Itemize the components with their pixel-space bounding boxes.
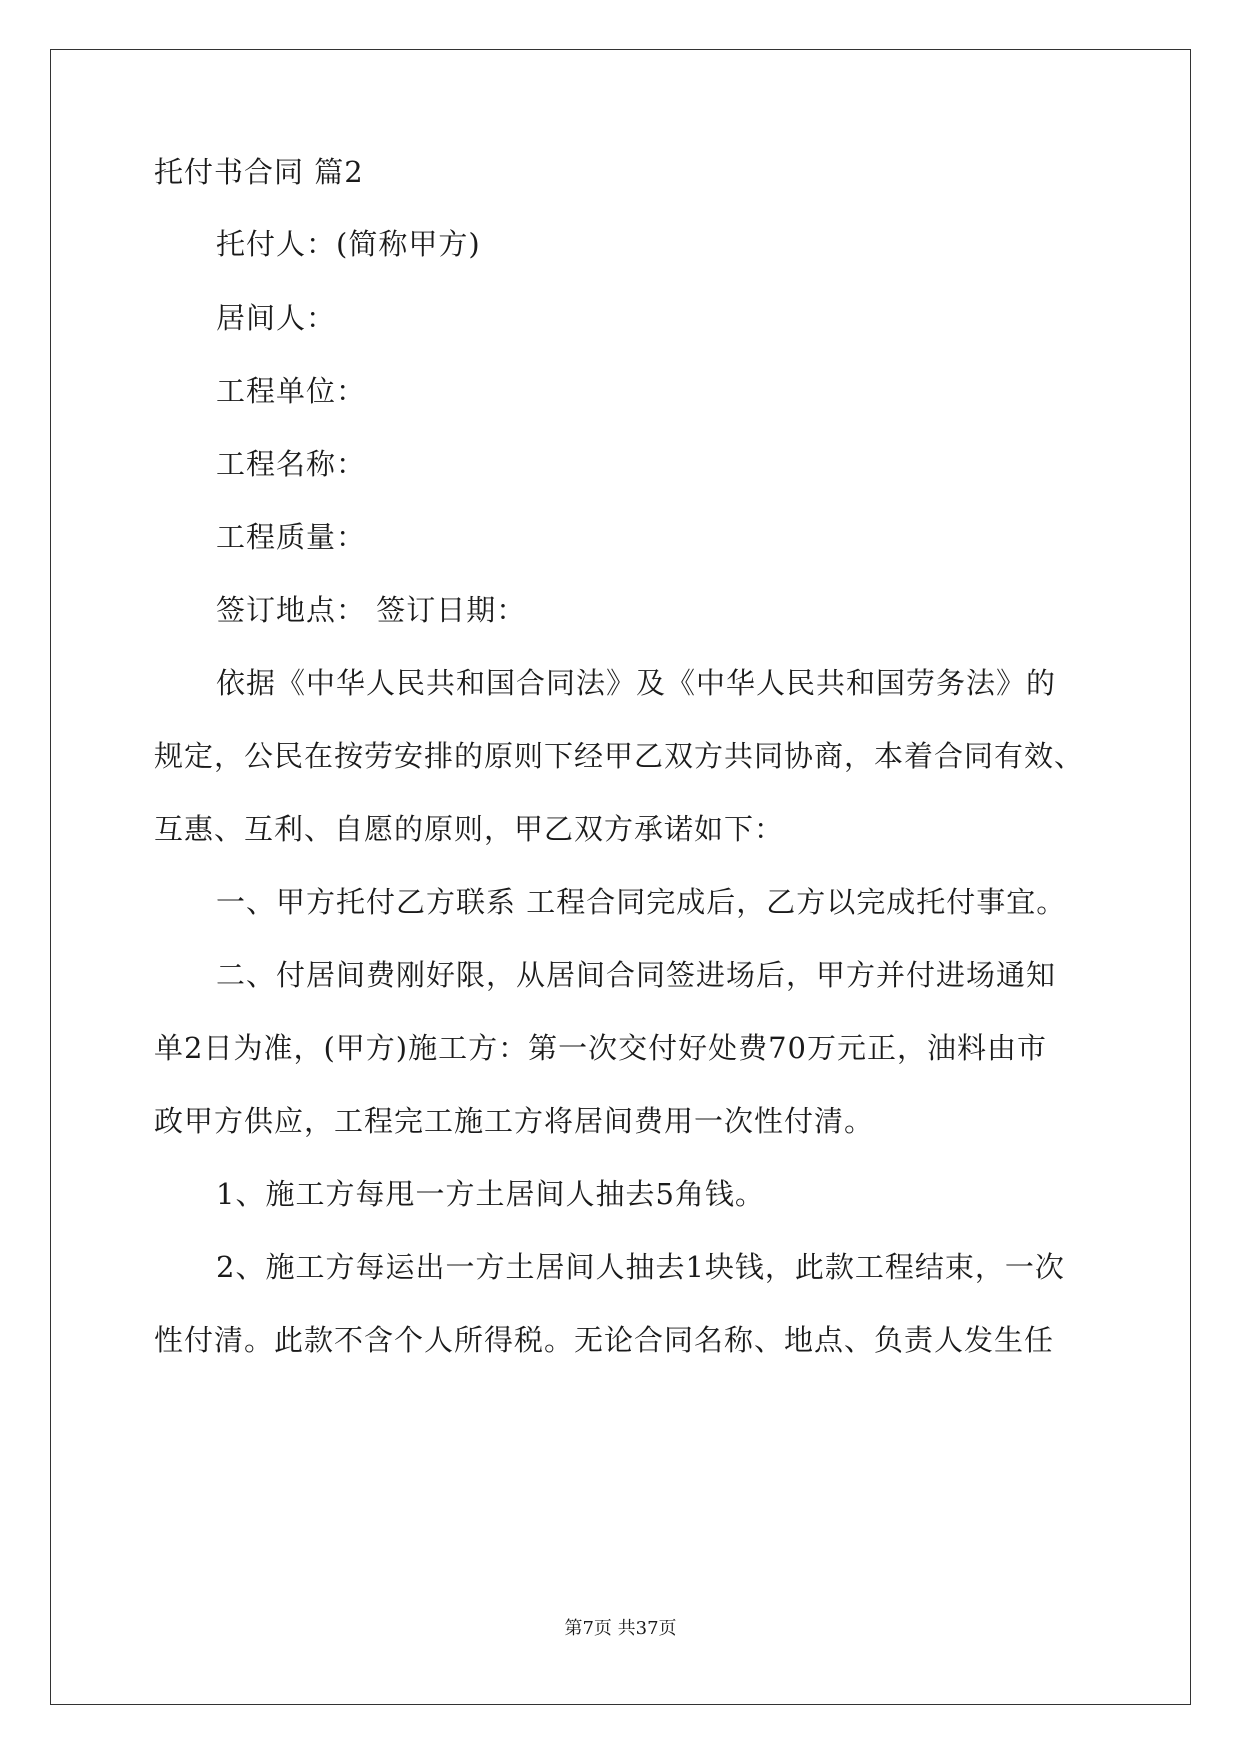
field-intermediary: 居间人： (216, 301, 337, 335)
paragraph-line: 互惠、互利、自愿的原则，甲乙双方承诺如下： (154, 812, 785, 846)
field-project-name: 工程名称： (216, 447, 367, 481)
paragraph-line: 政甲方供应，工程完工施工方将居间费用一次性付清。 (154, 1104, 875, 1138)
document-title: 托付书合同 篇2 (154, 155, 364, 189)
sub-clause-2: 2、施工方每运出一方土居间人抽去1块钱，此款工程结束，一次 (216, 1250, 1065, 1284)
field-signing-place-date: 签订地点： 签订日期： (216, 593, 527, 627)
page-number: 第7页 共37页 (564, 1618, 677, 1639)
paragraph-line: 单2日为准，(甲方)施工方：第一次交付好处费70万元正，油料由市 (154, 1031, 1047, 1065)
clause-one: 一、甲方托付乙方联系 工程合同完成后，乙方以完成托付事宜。 (216, 885, 1067, 919)
field-principal: 托付人：(简称甲方) (216, 227, 481, 261)
paragraph-line: 依据《中华人民共和国合同法》及《中华人民共和国劳务法》的 (216, 666, 1057, 700)
paragraph-line: 规定，公民在按劳安排的原则下经甲乙双方共同协商，本着合同有效、 (154, 739, 1085, 773)
field-project-quality: 工程质量： (216, 520, 367, 554)
field-project-unit: 工程单位： (216, 374, 367, 408)
paragraph-line: 性付清。此款不含个人所得税。无论合同名称、地点、负责人发生任 (154, 1323, 1055, 1357)
clause-two: 二、付居间费刚好限，从居间合同签进场后，甲方并付进场通知 (216, 958, 1057, 992)
sub-clause-1: 1、施工方每甩一方土居间人抽去5角钱。 (216, 1177, 765, 1211)
